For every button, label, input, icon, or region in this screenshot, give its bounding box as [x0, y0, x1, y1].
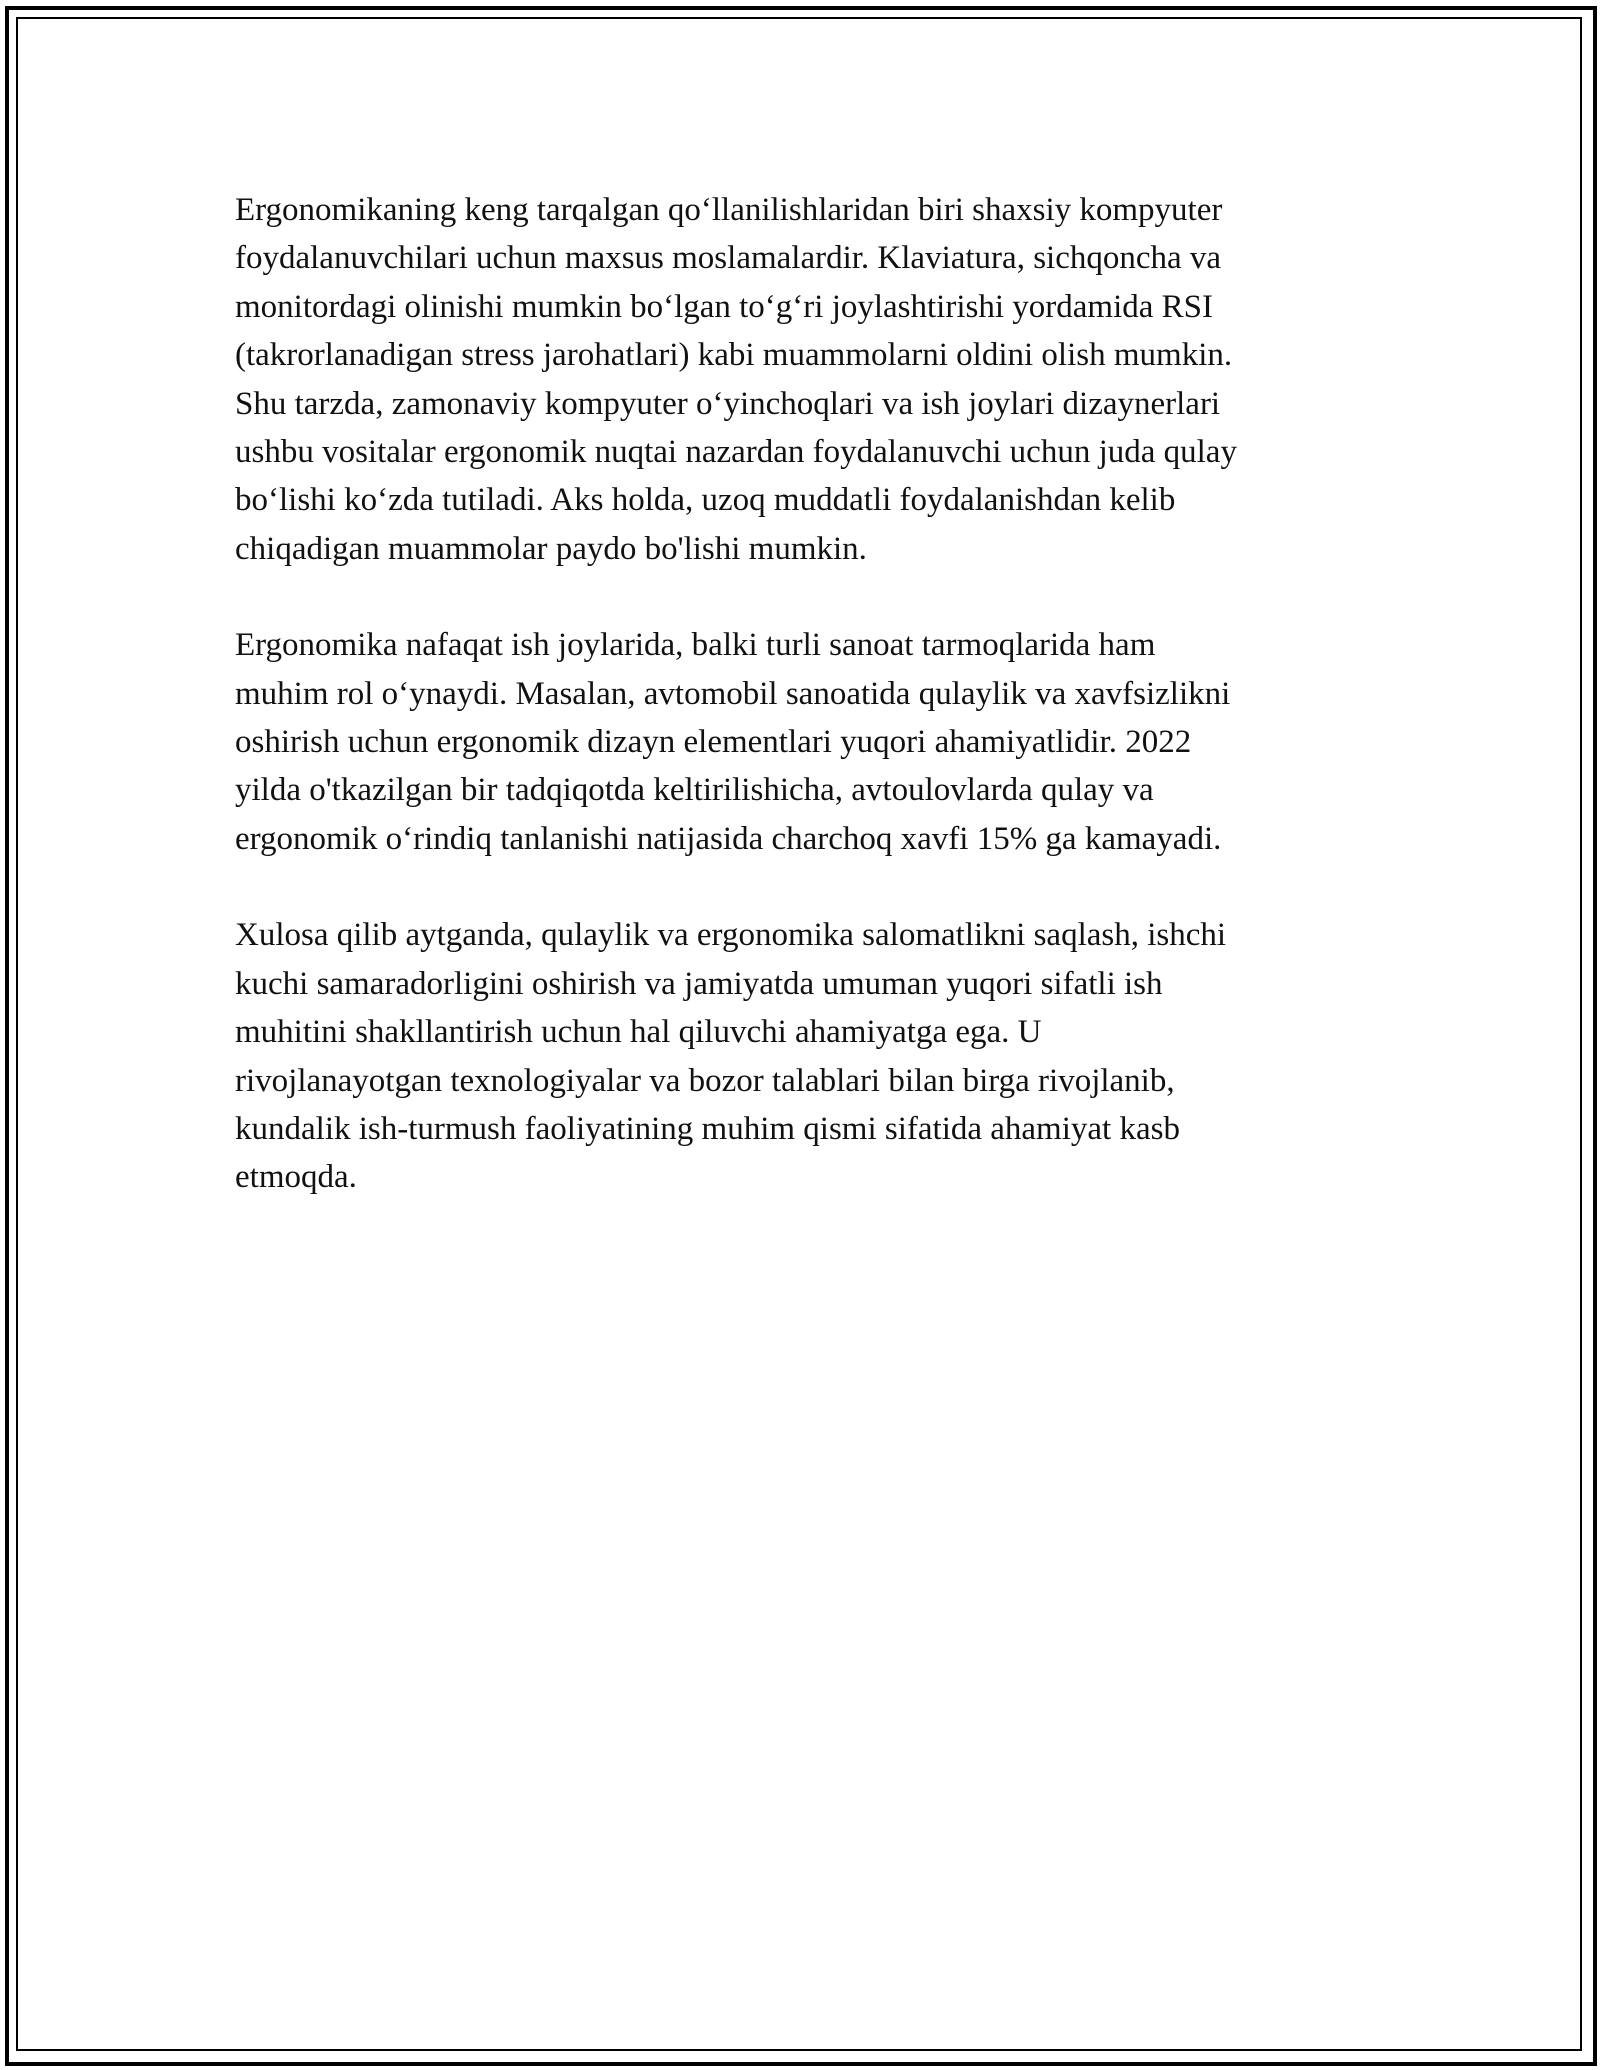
paragraph-computer-ergonomics: Ergonomikaning keng tarqalgan qo‘llanilishlaridan biri shaxsiy kompyuter foydalanuvchilari uchun maxsus moslamalardir. Klaviatura, sichqoncha va monitordagi olinishi mumkin bo‘lgan to‘g‘ri joylashtirishi yordamida RSI (takrorlanadigan stress jarohatlari) kabi muammolarni oldini olish mumkin. Shu tarzda, zamonaviy kompyuter o‘yinchoqlari va ish joylari dizaynerlari ushbu vositalar ergonomik nuqtai nazardan foydalanuvchi uchun juda qulay bo‘lishi ko‘zda tutiladi. Aks holda, uzoq muddatli foydalanishdan kelib chiqadigan muammolar paydo bo'lishi mumkin. — [235, 192, 1237, 567]
paragraph-conclusion: Xulosa qilib aytganda, qulaylik va ergonomika salomatlikni saqlash, ishchi kuchi samaradorligini oshirish va jamiyatda umuman yuqori sifatli ish muhitini shakllantirish uchun hal qiluvchi ahamiyatga ega. U rivojlanayotgan texnologiyalar va bozor talablari bilan birga rivojlanib, kundalik ish-turmush faoliyatining muhim qismi sifatida ahamiyat kasb etmoqda. — [235, 917, 1227, 1196]
paragraph-industry-ergonomics: Ergonomika nafaqat ish joylarida, balki turli sanoat tarmoqlarida ham muhim rol o‘ynaydi. Masalan, avtomobil sanoatida qulaylik va xavfsizlikni oshirish uchun ergonomik dizayn elementlari yuqori ahamiyatlidir. 2022 yilda o'tkazilgan bir tadqiqotda keltirilishicha, avtoulovlarda qulay va ergonomik o‘rindiq tanlanishi natijasida charchoq xavfi 15% ga kamayadi. — [235, 627, 1231, 857]
document-body — [235, 186, 1365, 1250]
